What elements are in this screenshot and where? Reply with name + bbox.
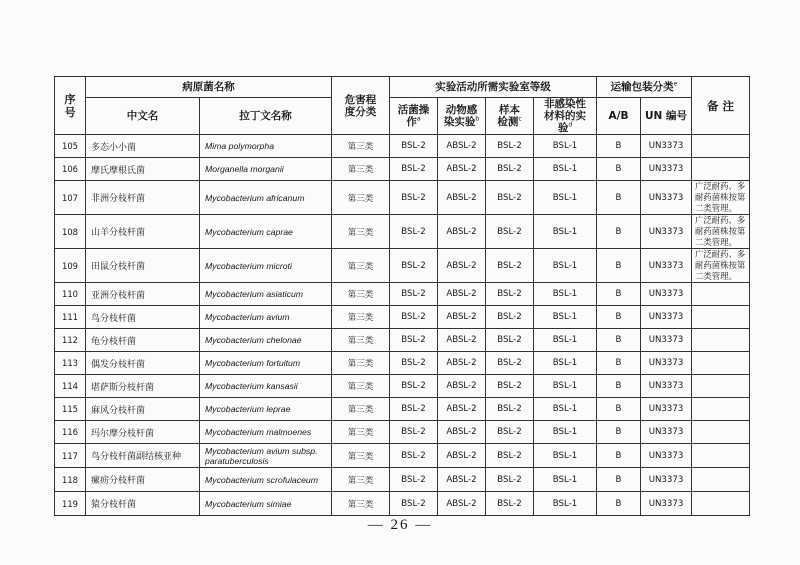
latin-name: Mycobacterium avium subsp. paratuberculosis — [200, 444, 332, 468]
sample-test-level: BSL-2 — [486, 181, 534, 215]
table-row — [55, 375, 750, 398]
chinese-name: 山羊分枝杆菌 — [86, 215, 200, 249]
chinese-name: 瘰疬分枝杆菌 — [86, 468, 200, 492]
header-live-culture-sup: a — [416, 115, 421, 123]
chinese-name: 非洲分枝杆菌 — [86, 181, 200, 215]
chinese-name: 堪萨斯分枝杆菌 — [86, 375, 200, 398]
table-row — [55, 468, 750, 492]
live-culture-level: BSL-2 — [390, 444, 438, 468]
chinese-name: 亚洲分枝杆菌 — [86, 283, 200, 306]
header-ab: A/B — [597, 98, 641, 135]
live-culture-level: BSL-2 — [390, 375, 438, 398]
hazard-class: 第三类 — [332, 421, 390, 444]
un-number: UN3373 — [641, 468, 692, 492]
animal-infection-level: ABSL-2 — [438, 249, 486, 283]
hazard-class: 第三类 — [332, 375, 390, 398]
live-culture-level: BSL-2 — [390, 421, 438, 444]
remarks — [692, 492, 750, 516]
non-infectious-level: BSL-1 — [534, 181, 597, 215]
hazard-class: 第三类 — [332, 158, 390, 181]
remarks — [692, 135, 750, 158]
animal-infection-level: ABSL-2 — [438, 398, 486, 421]
un-number: UN3373 — [641, 421, 692, 444]
header-transport — [597, 77, 692, 98]
live-culture-level: BSL-2 — [390, 158, 438, 181]
remarks — [692, 375, 750, 398]
chinese-name: 摩氏摩根氏菌 — [86, 158, 200, 181]
remarks — [692, 329, 750, 352]
chinese-name: 偶发分枝杆菌 — [86, 352, 200, 375]
latin-name: Mycobacterium chelonae — [200, 329, 332, 352]
header-remarks: 备 注 — [692, 77, 750, 135]
non-infectious-level: BSL-1 — [534, 398, 597, 421]
animal-infection-level: ABSL-2 — [438, 352, 486, 375]
transport-ab: B — [597, 249, 641, 283]
header-latin-name: 拉丁文名称 — [200, 98, 332, 135]
un-number: UN3373 — [641, 375, 692, 398]
animal-infection-level: ABSL-2 — [438, 468, 486, 492]
pathogen-table — [54, 76, 750, 516]
transport-ab: B — [597, 329, 641, 352]
header-transport-sup: e — [673, 80, 678, 88]
sample-test-level: BSL-2 — [486, 421, 534, 444]
row-number: 114 — [55, 375, 86, 398]
header-un-number: UN 编号 — [641, 98, 692, 135]
live-culture-level: BSL-2 — [390, 398, 438, 421]
live-culture-level: BSL-2 — [390, 135, 438, 158]
transport-ab: B — [597, 375, 641, 398]
transport-ab: B — [597, 158, 641, 181]
remarks — [692, 306, 750, 329]
remarks — [692, 158, 750, 181]
table-row — [55, 215, 750, 249]
animal-infection-level: ABSL-2 — [438, 329, 486, 352]
non-infectious-level: BSL-1 — [534, 249, 597, 283]
un-number: UN3373 — [641, 352, 692, 375]
chinese-name: 猿分枝杆菌 — [86, 492, 200, 516]
remarks: 广泛耐药、多耐药菌株按第二类管理。 — [692, 249, 750, 283]
row-number: 108 — [55, 215, 86, 249]
non-infectious-level: BSL-1 — [534, 215, 597, 249]
un-number: UN3373 — [641, 158, 692, 181]
un-number: UN3373 — [641, 492, 692, 516]
remarks: 广泛耐药、多耐药菌株按第二类管理。 — [692, 215, 750, 249]
non-infectious-level: BSL-1 — [534, 158, 597, 181]
chinese-name: 龟分枝杆菌 — [86, 329, 200, 352]
row-number: 115 — [55, 398, 86, 421]
animal-infection-level: ABSL-2 — [438, 215, 486, 249]
live-culture-level: BSL-2 — [390, 283, 438, 306]
hazard-class: 第三类 — [332, 283, 390, 306]
latin-name: Mima polymorpha — [200, 135, 332, 158]
sample-test-level: BSL-2 — [486, 215, 534, 249]
remarks — [692, 283, 750, 306]
sample-test-level: BSL-2 — [486, 375, 534, 398]
animal-infection-level: ABSL-2 — [438, 421, 486, 444]
transport-ab: B — [597, 181, 641, 215]
header-animal-infection-label: 动物感染实验 — [443, 104, 478, 128]
header-non-infectious — [534, 98, 597, 135]
transport-ab: B — [597, 492, 641, 516]
live-culture-level: BSL-2 — [390, 492, 438, 516]
live-culture-level: BSL-2 — [390, 329, 438, 352]
table-row — [55, 306, 750, 329]
un-number: UN3373 — [641, 306, 692, 329]
non-infectious-level: BSL-1 — [534, 283, 597, 306]
sample-test-level: BSL-2 — [486, 468, 534, 492]
row-number: 106 — [55, 158, 86, 181]
non-infectious-level: BSL-1 — [534, 329, 597, 352]
remarks — [692, 352, 750, 375]
header-hazard-level: 危害程度分类 — [332, 77, 390, 135]
row-number: 116 — [55, 421, 86, 444]
transport-ab: B — [597, 283, 641, 306]
transport-ab: B — [597, 306, 641, 329]
latin-name: Mycobacterium simiae — [200, 492, 332, 516]
row-number: 110 — [55, 283, 86, 306]
live-culture-level: BSL-2 — [390, 181, 438, 215]
transport-ab: B — [597, 444, 641, 468]
live-culture-level: BSL-2 — [390, 352, 438, 375]
header-animal-infection-sup: b — [475, 115, 480, 123]
animal-infection-level: ABSL-2 — [438, 306, 486, 329]
transport-ab: B — [597, 135, 641, 158]
non-infectious-level: BSL-1 — [534, 306, 597, 329]
table-row — [55, 283, 750, 306]
header-seq: 序号 — [55, 77, 86, 135]
hazard-class: 第三类 — [332, 306, 390, 329]
remarks — [692, 468, 750, 492]
row-number: 118 — [55, 468, 86, 492]
header-sample-test-label: 样本检测 — [497, 104, 520, 128]
sample-test-level: BSL-2 — [486, 135, 534, 158]
transport-ab: B — [597, 398, 641, 421]
latin-name: Mycobacterium scrofulaceum — [200, 468, 332, 492]
hazard-class: 第三类 — [332, 249, 390, 283]
animal-infection-level: ABSL-2 — [438, 444, 486, 468]
row-number: 111 — [55, 306, 86, 329]
transport-ab: B — [597, 352, 641, 375]
table-row — [55, 249, 750, 283]
un-number: UN3373 — [641, 249, 692, 283]
latin-name: Mycobacterium caprae — [200, 215, 332, 249]
table-row — [55, 398, 750, 421]
header-animal-infection — [438, 98, 486, 135]
chinese-name: 鸟分枝杆菌 — [86, 306, 200, 329]
un-number: UN3373 — [641, 444, 692, 468]
live-culture-level: BSL-2 — [390, 306, 438, 329]
un-number: UN3373 — [641, 329, 692, 352]
hazard-class: 第三类 — [332, 444, 390, 468]
non-infectious-level: BSL-1 — [534, 421, 597, 444]
hazard-class: 第三类 — [332, 181, 390, 215]
non-infectious-level: BSL-1 — [534, 492, 597, 516]
sample-test-level: BSL-2 — [486, 283, 534, 306]
row-number: 113 — [55, 352, 86, 375]
table-row — [55, 158, 750, 181]
sample-test-level: BSL-2 — [486, 306, 534, 329]
header-pathogen-name: 病原菌名称 — [86, 77, 332, 98]
un-number: UN3373 — [641, 181, 692, 215]
non-infectious-level: BSL-1 — [534, 444, 597, 468]
non-infectious-level: BSL-1 — [534, 352, 597, 375]
hazard-class: 第三类 — [332, 215, 390, 249]
table-body — [55, 135, 750, 516]
sample-test-level: BSL-2 — [486, 444, 534, 468]
non-infectious-level: BSL-1 — [534, 375, 597, 398]
un-number: UN3373 — [641, 135, 692, 158]
remarks — [692, 398, 750, 421]
hazard-class: 第三类 — [332, 468, 390, 492]
latin-name: Morganella morganii — [200, 158, 332, 181]
animal-infection-level: ABSL-2 — [438, 135, 486, 158]
chinese-name: 鸟分枝杆菌副结核亚种 — [86, 444, 200, 468]
table-row — [55, 352, 750, 375]
remarks — [692, 421, 750, 444]
animal-infection-level: ABSL-2 — [438, 283, 486, 306]
sample-test-level: BSL-2 — [486, 158, 534, 181]
sample-test-level: BSL-2 — [486, 329, 534, 352]
latin-name: Mycobacterium avium — [200, 306, 332, 329]
sample-test-level: BSL-2 — [486, 492, 534, 516]
table-row — [55, 181, 750, 215]
animal-infection-level: ABSL-2 — [438, 158, 486, 181]
latin-name: Mycobacterium kansasii — [200, 375, 332, 398]
live-culture-level: BSL-2 — [390, 468, 438, 492]
chinese-name: 田鼠分枝杆菌 — [86, 249, 200, 283]
latin-name: Mycobacterium leprae — [200, 398, 332, 421]
hazard-class: 第三类 — [332, 352, 390, 375]
non-infectious-level: BSL-1 — [534, 468, 597, 492]
page-number: — 26 — — [367, 517, 433, 533]
non-infectious-level: BSL-1 — [534, 135, 597, 158]
header-sample-test-sup: c — [518, 115, 522, 123]
table-row — [55, 492, 750, 516]
transport-ab: B — [597, 215, 641, 249]
transport-ab: B — [597, 468, 641, 492]
un-number: UN3373 — [641, 215, 692, 249]
row-number: 119 — [55, 492, 86, 516]
header-non-infectious-sup: d — [568, 121, 573, 129]
un-number: UN3373 — [641, 283, 692, 306]
chinese-name: 玛尔摩分枝杆菌 — [86, 421, 200, 444]
sample-test-level: BSL-2 — [486, 352, 534, 375]
hazard-class: 第三类 — [332, 135, 390, 158]
live-culture-level: BSL-2 — [390, 249, 438, 283]
sample-test-level: BSL-2 — [486, 249, 534, 283]
chinese-name: 麻风分枝杆菌 — [86, 398, 200, 421]
header-transport-label: 运输包装分类 — [610, 81, 674, 93]
remarks: 广泛耐药、多耐药菌株按第二类管理。 — [692, 181, 750, 215]
header-live-culture-label: 活菌操作 — [397, 104, 430, 128]
table-row — [55, 421, 750, 444]
header-non-infectious-label: 非感染性材料的实验 — [544, 98, 586, 134]
header-lab-level: 实验活动所需实验室等级 — [390, 77, 597, 98]
hazard-class: 第三类 — [332, 492, 390, 516]
row-number: 117 — [55, 444, 86, 468]
chinese-name: 多态小小菌 — [86, 135, 200, 158]
latin-name: Mycobacterium malmoenes — [200, 421, 332, 444]
header-live-culture — [390, 98, 438, 135]
animal-infection-level: ABSL-2 — [438, 492, 486, 516]
hazard-class: 第三类 — [332, 398, 390, 421]
un-number: UN3373 — [641, 398, 692, 421]
latin-name: Mycobacterium fortuitum — [200, 352, 332, 375]
remarks — [692, 444, 750, 468]
animal-infection-level: ABSL-2 — [438, 375, 486, 398]
sample-test-level: BSL-2 — [486, 398, 534, 421]
header-chinese-name: 中文名 — [86, 98, 200, 135]
animal-infection-level: ABSL-2 — [438, 181, 486, 215]
table-row — [55, 329, 750, 352]
table-row — [55, 135, 750, 158]
row-number: 105 — [55, 135, 86, 158]
row-number: 107 — [55, 181, 86, 215]
hazard-class: 第三类 — [332, 329, 390, 352]
row-number: 112 — [55, 329, 86, 352]
latin-name: Mycobacterium microti — [200, 249, 332, 283]
live-culture-level: BSL-2 — [390, 215, 438, 249]
row-number: 109 — [55, 249, 86, 283]
transport-ab: B — [597, 421, 641, 444]
latin-name: Mycobacterium africanum — [200, 181, 332, 215]
latin-name: Mycobacterium asiaticum — [200, 283, 332, 306]
header-sample-test — [486, 98, 534, 135]
table-row — [55, 444, 750, 468]
